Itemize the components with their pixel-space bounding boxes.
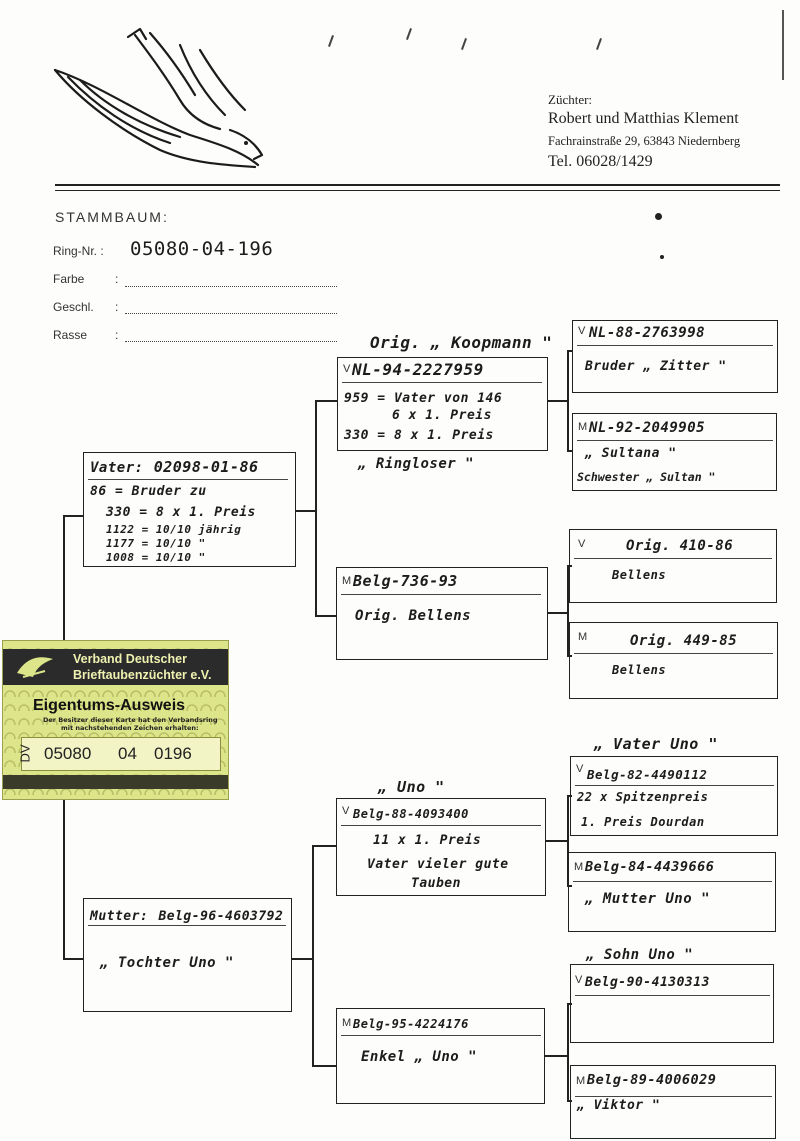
father-rule [88,479,288,480]
header-rule [55,190,780,191]
mmm-sex: M [576,1075,586,1087]
mf-rule [341,825,541,826]
mff-ring: Belg-82-4490112 [587,767,708,782]
father-label: Vater: [90,460,144,476]
mfm-line-1: „ Mutter Uno " [585,891,711,907]
fmm-sex: M [578,631,588,643]
ff-line-2: 6 x 1. Preis [392,408,492,423]
ff-box [337,357,548,451]
ff-ring: NL-94-2227959 [352,360,484,379]
mff-line-2: 1. Preis Dourdan [581,815,705,829]
mmm-rule [575,1096,772,1097]
mother-label: Mutter: [90,909,149,924]
mff-line-1: 22 x Spitzenpreis [577,790,709,804]
rasse-label: Rasse [53,328,88,342]
father-line-5: 1008 = 10/10 " [106,551,206,564]
fff-box [572,320,778,393]
mmf-ring: Belg-90-4130313 [585,975,710,990]
mmm-ring: Belg-89-4006029 [587,1072,717,1088]
mff-box [570,756,778,836]
mf-line-1: 11 x 1. Preis [373,833,482,848]
mother-rule [88,925,286,926]
mm-ring: Belg-95-4224176 [353,1017,469,1031]
mm-rule [341,1035,541,1036]
ff-line-1: 959 = Vater von 146 [344,391,503,406]
scan-mark [461,38,467,50]
mother-box [83,898,292,1012]
connector [312,1065,336,1067]
bird-icon [13,651,57,683]
mmf-sex: V [575,974,583,986]
ownership-card [2,640,229,800]
ffm-box [572,413,777,491]
mf-line-2: Vater vieler gute [367,857,509,872]
mfm-sex: M [574,861,584,873]
fmf-line-1: Bellens [612,568,667,582]
mm-sex: M [342,1017,352,1029]
father-line-1: 86 = Bruder zu [90,484,207,499]
connector [315,400,337,402]
card-number-box [17,737,221,771]
mf-sex: V [342,805,350,817]
fmm-rule [574,653,773,654]
breeder-address: Fachrainstraße 29, 63843 Niedernberg [548,134,741,148]
fmm-line-1: Bellens [612,663,667,677]
mmm-line-1: „ Viktor " [577,1098,661,1113]
fmf-rule [574,558,772,559]
connector [546,840,568,842]
scan-dot [660,255,664,259]
connector [63,515,83,517]
mother-line-1: „ Tochter Uno " [100,955,234,971]
fff-rule [577,345,773,346]
ff-sex: V [343,363,351,375]
breeder-name: Robert und Matthias Klement [548,110,739,127]
rasse-field[interactable] [125,341,337,342]
mm-line-1: Enkel „ Uno " [361,1049,478,1065]
father-line-2: 330 = 8 x 1. Preis [106,505,256,520]
scan-mark [406,28,412,40]
scan-mark [328,35,334,47]
father-ring: 02098-01-86 [153,458,259,476]
card-org-line2: Brieftaubenzüchter e.V. [73,668,212,682]
ff-above: Orig. „ Koopmann " [370,333,553,352]
fff-line-1: Bruder „ Zitter " [585,359,727,374]
ffm-ring: NL-92-2049905 [589,420,706,436]
connector [315,400,317,615]
connector [63,958,83,960]
mfm-box [568,852,776,932]
rasse-colon: : [115,328,119,342]
geschl-colon: : [115,300,119,314]
ff-below: „ Ringloser " [358,456,475,472]
mf-ring: Belg-88-4093400 [353,807,469,821]
card-dv: DV [17,744,33,763]
card-title: Eigentums-Ausweis [33,697,186,714]
father-line-4: 1177 = 10/10 " [106,537,206,550]
pedigree-title: STAMMBAUM: [55,209,169,225]
card-sub1: Der Besitzer dieser Karte hat den Verbandsring [43,716,218,724]
connector [545,1055,568,1057]
pigeon-logo [40,25,280,175]
mff-rule [575,785,774,786]
mfm-ring: Belg-84-4439666 [585,859,715,875]
mm-box [336,1008,545,1104]
mff-above: „ Vater Uno " [594,735,718,753]
ffm-line-1: „ Sultana " [585,446,677,461]
connector [315,615,337,617]
fmm-ring: Orig. 449-85 [630,633,738,649]
mmf-above: „ Sohn Uno " [586,947,694,963]
scan-mark [596,38,602,50]
fmf-sex: V [578,538,586,550]
scan-edge [782,10,784,80]
farbe-field[interactable] [125,286,337,287]
scan-dot [655,213,662,220]
fm-box [336,567,548,660]
farbe-colon: : [115,272,119,286]
ffm-line-2: Schwester „ Sultan " [577,470,716,484]
fmf-box [569,529,777,603]
mother-ring: Belg-96-4603792 [158,909,284,924]
father-line-3: 1122 = 10/10 jährig [106,523,242,536]
fff-ring: NL-88-2763998 [589,325,706,341]
mmf-rule [575,995,770,996]
mfm-rule [573,881,772,882]
mmf-box [570,964,774,1043]
connector [548,612,568,614]
geschl-field[interactable] [125,313,337,314]
fm-sex: M [342,575,352,587]
ffm-rule [577,440,773,441]
ff-line-3: 330 = 8 x 1. Preis [344,428,494,443]
mf-box [336,798,546,896]
fmm-box [569,622,778,699]
geschl-label: Geschl. [53,300,94,314]
father-box [83,452,296,567]
fm-rule [341,594,541,595]
connector [312,845,336,847]
ring-label: Ring-Nr. : [53,244,104,258]
connector [548,400,568,402]
connector [292,958,313,960]
fm-line-1: Orig. Bellens [355,608,472,624]
card-num-2: 04 [118,744,137,763]
header-rule [55,184,780,186]
ff-rule [342,382,542,383]
breeder-phone: Tel. 06028/1429 [548,153,653,170]
ffm-sex: M [578,421,588,433]
card-footer [3,775,228,789]
card-header [3,649,228,685]
breeder-label: Züchter: [548,92,593,107]
mf-above: „ Uno " [378,778,445,796]
card-num-1: 05080 [44,744,92,763]
connector [312,845,314,1065]
ring-value: 05080-04-196 [130,238,274,260]
mff-sex: V [576,763,584,775]
card-org-line1: Verband Deutscher [73,652,187,666]
connector [296,510,316,512]
fff-sex: V [578,325,586,337]
fmf-ring: Orig. 410-86 [626,538,734,554]
fm-ring: Belg-736-93 [353,572,458,590]
connector [567,1003,569,1100]
card-num-3: 0196 [154,744,192,763]
card-sub2: mit nachstehenden Zeichen erhalten: [61,724,199,732]
farbe-label: Farbe [53,272,85,286]
mmm-box [570,1065,776,1139]
mf-line-3: Tauben [411,876,461,891]
